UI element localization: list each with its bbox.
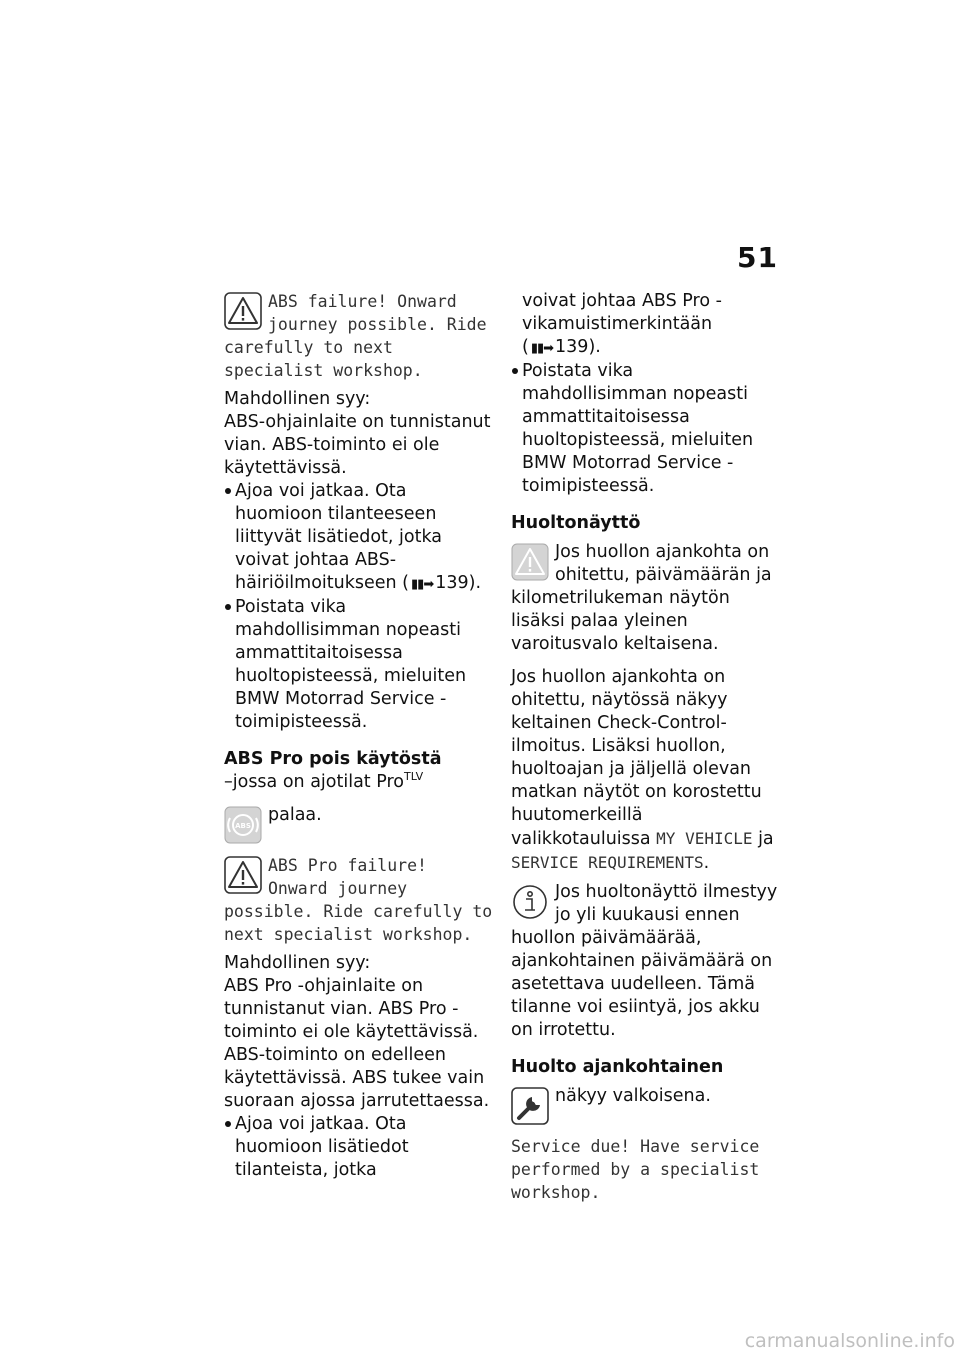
menu-service-requirements: SERVICE REQUIREMENTS [511,853,704,872]
service-warning-text: Jos huollon ajankohta on ohitettu, päivämäärän ja kilometrilukeman näytön lisäksi palaa yleinen varoitusvalo keltaisena. [511,542,772,654]
bullet-continuation [511,290,781,360]
page-number: 51 [737,241,778,274]
service-warning-block [511,541,781,656]
abs-pro-intro [224,771,496,794]
bullet-cont-text: voivat johtaa ABS Pro -vikamuistimerkintään ( [522,291,722,357]
page-reference[interactable]: 139 [555,337,589,357]
abs-pro-failure-block [224,854,496,946]
page-reference[interactable]: 139 [435,573,469,593]
watermark: carmanualsonline.info [744,1330,955,1352]
page-reference-arrow-icon: ▮▮➡ [530,341,554,356]
tlv-superscript: TLV [404,770,424,784]
abs-lamp-text: palaa. [268,805,322,825]
list-item [224,480,496,596]
right-bullet-list [511,360,781,498]
bullet-text: Ajoa voi jatkaa. Ota huomioon tilanteeseen liittyvät lisätiedot, jotka voivat johtaa ABS-häiriöilmoitukseen ( [235,481,443,593]
bullet-end: ). [468,573,482,593]
general-warning-lamp-icon [511,543,549,581]
service-due-message: Service due! Have service performed by a specialist workshop. [511,1137,760,1202]
cause2-text: ABS Pro -ohjainlaite on tunnistanut vian. ABS Pro -toiminto ei ole käytettävissä. ABS-toiminto on edelleen käytettävissä. ABS tukee vain suoraan ajossa jarrutettaessa. [224,976,490,1111]
svg-text:ABS: ABS [235,822,251,830]
right-column [511,290,781,1204]
list-item: Poistata vika mahdollisimman nopeasti ammattitaitoisessa huoltopisteessä, mieluiten BMW Motorrad Service -toimipisteessä. [224,596,496,734]
cause2-label: Mahdollinen syy: [224,953,371,973]
list-item: Ajoa voi jatkaa. Ota huomioon lisätiedot tilanteista, jotka [224,1113,496,1182]
service-paragraph [511,666,781,875]
abs-lamp-block [224,804,496,844]
wrench-icon [511,1087,549,1125]
abs-indicator-icon [224,806,262,844]
abs-failure-block [224,290,496,382]
page-reference-arrow-icon: ▮▮➡ [411,577,434,592]
warning-triangle-icon [224,856,262,894]
service-paragraph-text: Jos huollon ajankohta on ohitettu, näytössä näkyy keltainen Check-Control-ilmoitus. Lisäksi huollon, huoltoajan ja jäljellä olevan matkan näytöt on korostettu huutomerkeillä valikkotauluissa [511,667,762,849]
menu-my-vehicle: MY VEHICLE [656,829,753,848]
cause-label: Mahdollinen syy: [224,389,371,409]
cause-text: ABS-ohjainlaite on tunnistanut vian. ABS-toiminto ei ole käytettävissä. [224,412,491,478]
abs-pro-heading: ABS Pro pois käytöstä [224,749,442,769]
abs-pro-failure-message: ABS Pro failure! Onward journey possible. Ride carefully to next specialist workshop. [224,856,493,944]
left-column [224,290,496,1182]
service-heading: Huoltonäyttö [511,513,641,533]
service-paragraph-and: ja [752,829,774,849]
abs-failure-message: ABS failure! Onward journey possible. Ride carefully to next specialist workshop. [224,292,487,380]
service-due-heading: Huolto ajankohtainen [511,1057,724,1077]
abs-pro-intro-text: –jossa on ajotilat Pro [224,772,404,792]
wrench-text: näkyy valkoisena. [555,1086,711,1106]
bullet-end: ). [588,337,601,357]
wrench-block [511,1085,781,1125]
info-text: Jos huoltonäyttö ilmestyy jo yli kuukausi ennen huollon päivämäärää, ajankohtainen päivämäärä on asetettava uudelleen. Tämä tilanne voi esiintyä, jos akku on irrotettu. [511,882,778,1040]
left-bullet-list-2 [224,1113,496,1182]
warning-triangle-icon [224,292,262,330]
info-icon [511,883,549,921]
list-item: Poistata vika mahdollisimman nopeasti ammattitaitoisessa huoltopisteessä, mieluiten BMW Motorrad Service -toimipisteessä. [511,360,781,498]
service-paragraph-end: . [703,853,710,873]
info-block [511,881,781,1042]
left-bullet-list [224,480,496,734]
